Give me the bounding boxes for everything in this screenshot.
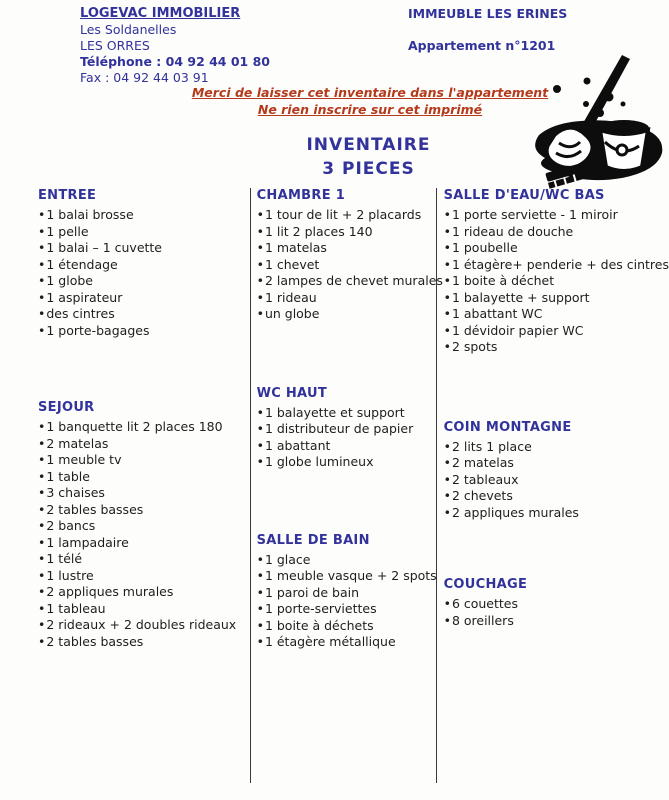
section-title: COIN MONTAGNE xyxy=(443,419,572,435)
section-sejour xyxy=(38,400,250,650)
document-title-line1: INVENTAIRE xyxy=(306,135,431,155)
column-2 xyxy=(250,188,443,783)
item-list xyxy=(444,207,669,356)
building-block xyxy=(408,6,567,54)
inventory-item: • 1 porte serviette - 1 miroir xyxy=(444,207,669,224)
building-name: IMMEUBLE LES ERINES xyxy=(408,6,568,21)
inventory-item: • 2 tables basses xyxy=(38,502,250,519)
item-list xyxy=(444,439,669,522)
inventory-item: • 1 balayette + support xyxy=(444,290,669,307)
inventory-item: • un globe xyxy=(257,306,436,323)
section-salle-eau-wc-bas xyxy=(444,188,669,356)
inventory-item: • 1 balai – 1 cuvette xyxy=(38,240,250,257)
inventory-item: • 1 étendage xyxy=(38,257,250,274)
notice-line-2: Ne rien inscrire sur cet imprimé xyxy=(257,102,483,117)
item-list xyxy=(257,207,443,323)
apartment-number: Appartement n°1201 xyxy=(408,38,556,53)
notice-block xyxy=(160,84,580,118)
inventory-item: • 1 boite à déchets xyxy=(257,618,436,635)
column-3 xyxy=(436,188,669,783)
agency-fax: Fax : 04 92 44 03 91 xyxy=(80,70,209,85)
inventory-item: • 1 balai brosse xyxy=(38,207,250,224)
inventory-item: • 2 appliques murales xyxy=(444,505,669,522)
inventory-item: • 1 étagère+ penderie + des cintres xyxy=(444,257,669,274)
inventory-item: • 2 chevets xyxy=(444,488,669,505)
agency-phone: Téléphone : 04 92 44 01 80 xyxy=(80,54,271,69)
section-title: SALLE D'EAU/WC BAS xyxy=(443,188,605,203)
document-title-line2: 3 PIECES xyxy=(322,159,415,179)
inventory-item: • 1 balayette et support xyxy=(257,405,436,422)
item-list xyxy=(38,207,250,339)
inventory-item: • 1 tour de lit + 2 placards xyxy=(257,207,436,224)
inventory-item: • 2 matelas xyxy=(444,455,669,472)
inventory-item: • 1 tableau xyxy=(38,601,250,618)
inventory-item: • 2 lampes de chevet murales xyxy=(257,273,436,290)
inventory-item: • 1 dévidoir papier WC xyxy=(444,323,669,340)
inventory-item: • 1 étagère métallique xyxy=(257,634,436,651)
inventory-item: • 1 rideau de douche xyxy=(444,224,669,241)
inventory-item: • 2 bancs xyxy=(38,518,250,535)
inventory-item: • 1 banquette lit 2 places 180 xyxy=(38,419,250,436)
inventory-item: • 1 lit 2 places 140 xyxy=(257,224,436,241)
inventory-columns xyxy=(0,188,669,783)
section-chambre-1 xyxy=(256,188,443,323)
notice-line-1: Merci de laisser cet inventaire dans l'appartement xyxy=(191,85,549,100)
inventory-item: • 1 porte-bagages xyxy=(38,323,250,340)
inventory-item: • 2 matelas xyxy=(38,436,250,453)
item-list xyxy=(444,596,669,629)
inventory-item: • 1 glace xyxy=(257,552,436,569)
inventory-item: • 2 rideaux + 2 doubles rideaux xyxy=(38,617,250,634)
agency-residence: Les Soldanelles xyxy=(80,22,177,37)
inventory-item: • 1 lustre xyxy=(38,568,250,585)
item-list xyxy=(38,419,250,650)
section-wc-haut xyxy=(257,386,436,471)
agency-name: LOGEVAC IMMOBILIER xyxy=(80,6,241,21)
inventory-item: • 1 aspirateur xyxy=(38,290,250,307)
agency-city: LES ORRES xyxy=(80,38,150,53)
inventory-item: • 1 table xyxy=(38,469,250,486)
inventory-item: • 2 tables basses xyxy=(38,634,250,651)
inventory-item: • 1 boite à déchet xyxy=(444,273,669,290)
inventory-item: • 1 globe lumineux xyxy=(257,454,436,471)
inventory-item: • 2 lits 1 place xyxy=(444,439,669,456)
inventory-item: • 1 meuble vasque + 2 spots xyxy=(257,568,436,585)
section-coin-montagne xyxy=(444,420,669,522)
section-salle-de-bain xyxy=(257,533,436,651)
section-title: SEJOUR xyxy=(38,400,95,415)
document-title xyxy=(0,133,669,181)
item-list xyxy=(257,405,436,471)
section-title: ENTREE xyxy=(38,188,97,203)
inventory-item: • 8 oreillers xyxy=(444,613,669,630)
inventory-item: • 1 rideau xyxy=(257,290,436,307)
inventory-item: • des cintres xyxy=(38,306,250,323)
inventory-item: • 1 abattant WC xyxy=(444,306,669,323)
section-couchage xyxy=(444,577,669,629)
inventory-item: • 1 paroi de bain xyxy=(257,585,436,602)
column-1 xyxy=(0,188,250,783)
inventory-item: • 1 poubelle xyxy=(444,240,669,257)
inventory-item: • 1 télé xyxy=(38,551,250,568)
inventory-item: • 1 porte-serviettes xyxy=(257,601,436,618)
inventory-item: • 1 pelle xyxy=(38,224,250,241)
section-title: CHAMBRE 1 xyxy=(256,188,346,203)
section-entree xyxy=(38,188,250,339)
section-title: SALLE DE BAIN xyxy=(256,532,370,548)
inventory-item: • 2 appliques murales xyxy=(38,584,250,601)
inventory-item: • 1 meuble tv xyxy=(38,452,250,469)
section-title: WC HAUT xyxy=(256,385,328,401)
inventory-item: • 3 chaises xyxy=(38,485,250,502)
section-title: COUCHAGE xyxy=(443,577,528,592)
inventory-item: • 1 distributeur de papier xyxy=(257,421,436,438)
inventory-item: • 2 tableaux xyxy=(444,472,669,489)
inventory-item: • 1 lampadaire xyxy=(38,535,250,552)
item-list xyxy=(257,552,436,651)
inventory-item: • 1 chevet xyxy=(257,257,436,274)
inventory-item: • 2 spots xyxy=(444,339,669,356)
agency-block xyxy=(80,6,270,86)
inventory-item: • 1 globe xyxy=(38,273,250,290)
inventory-item: • 6 couettes xyxy=(444,596,669,613)
inventory-item: • 1 abattant xyxy=(257,438,436,455)
inventory-item: • 1 matelas xyxy=(257,240,436,257)
